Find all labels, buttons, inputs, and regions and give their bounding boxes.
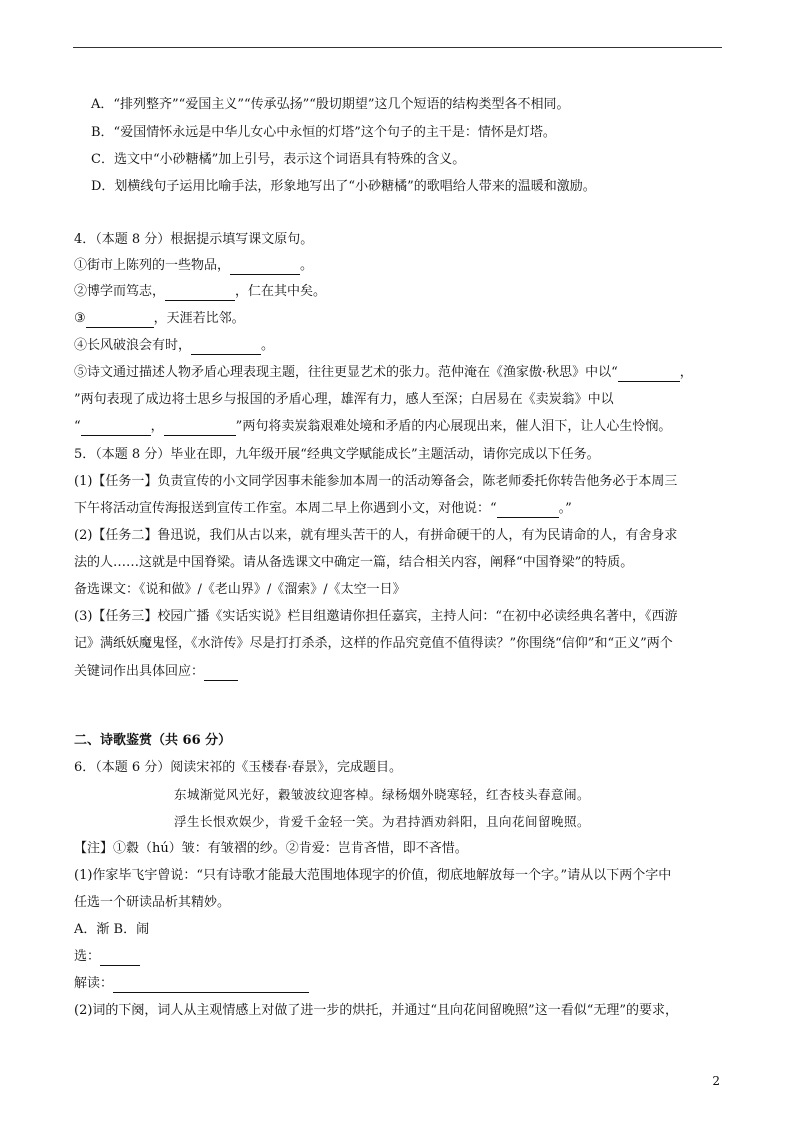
q6-note: 【注】①縠（hú）皱：有皱褶的纱。②肯爱：岂肯吝惜，即不吝惜。	[74, 841, 468, 856]
blank[interactable]	[204, 666, 238, 681]
option-c: C．选文中“小砂糖橘”加上引号，表示这个词语具有特殊的含义。	[91, 152, 466, 167]
section-heading: 二、诗歌鉴赏（共 66 分）	[74, 733, 232, 748]
q5-stem: 5．（本题 8 分）毕业在即，九年级开展“经典文学赋能成长”主题活动，请你完成以下任务。	[74, 447, 600, 462]
q5-task1-line1: (1)【任务一】负责宣传的小文同学因事未能参加本周一的活动筹备会，陈老师委托你转告他务必于本周三	[74, 474, 678, 489]
blank[interactable]	[113, 978, 309, 993]
blank[interactable]	[81, 421, 151, 436]
option-a: A．“排列整齐”“爱国主义”“传承弘扬”“殷切期望”这几个短语的结构类型各不相同。	[91, 97, 570, 112]
q4-item-2: ②博学而笃志， ，仁在其中矣。	[74, 284, 327, 299]
q6-part1-line1: (1)作家毕飞宇曾说：“只有诗歌才能最大范围地体现字的价值，彻底地解放每一个字。”请从以下两个字中	[74, 868, 672, 883]
option-b: B．“爱国情怀永远是中华儿女心中永恒的灯塔”这个句子的主干是：情怀是灯塔。	[91, 125, 556, 140]
q5-task1-line2: 下午将活动宣传海报送到宣传工作室。本周二早上你遇到小文，对他说：“ 。”	[74, 501, 572, 516]
blank[interactable]	[230, 260, 300, 275]
q4-item-4: ④长风破浪会有时， 。	[74, 338, 275, 353]
q5-task2-line1: (2)【任务二】鲁迅说，我们从古以来，就有埋头苦干的人，有拼命硬干的人，有为民请命的人，有舍身求	[74, 528, 678, 543]
q4-stem: 4．（本题 8 分）根据提示填写课文原句。	[74, 232, 314, 247]
blank[interactable]	[165, 286, 235, 301]
q4-item-5-line3: “ ， ”两句将卖炭翁艰难处境和矛盾的内心展现出来，催人泪下，让人心生怜悯。	[74, 419, 672, 434]
blank[interactable]	[191, 340, 261, 355]
q6-reading-line: 解读：	[74, 975, 309, 993]
q4-item-1: ①街市上陈列的一些物品， 。	[74, 258, 314, 273]
q5-task3-line2: 记》满纸妖魔鬼怪，《水浒传》尽是打打杀杀，这样的作品究竟值不值得读？”你围绕“信仰”和“正义”两个	[74, 636, 673, 651]
blank[interactable]	[100, 951, 140, 966]
blank[interactable]	[164, 421, 236, 436]
header-rule	[73, 47, 722, 48]
q6-choices: A．渐 B．闹	[74, 922, 150, 937]
blank[interactable]	[618, 367, 680, 382]
q5-task2-line2: 法的人……这就是中国脊梁。请从备选课文中确定一篇，结合相关内容，阐释“中国脊梁”的特质。	[74, 555, 634, 570]
q6-part1-line2: 任选一个研读品析其精妙。	[74, 895, 231, 910]
q4-item-5-line2: ”两句表现了成边将士思乡与报国的矛盾心理，雄浑有力，感人至深；白居易在《卖炭翁》中以	[74, 392, 614, 407]
poem-line-2: 浮生长恨欢娱少，肯爱千金轻一笑。为君持酒劝斜阳，且向花间留晚照。	[174, 814, 591, 829]
q5-task3-line3: 关键词作出具体回应：	[74, 663, 238, 681]
q4-item-3: ③ ，天涯若比邻。	[74, 311, 245, 326]
q6-stem: 6．（本题 6 分）阅读宋祁的《玉楼春·春景》，完成题目。	[74, 760, 402, 775]
poem-line-1: 东城渐觉风光好，縠皱波纹迎客棹。绿杨烟外晓寒轻，红杏枝头春意闹。	[174, 787, 591, 802]
blank[interactable]	[497, 503, 559, 518]
q5-task2-line3: 备选课文：《说和做》/《老山界》/《溜索》/《太空一日》	[74, 582, 406, 597]
page-number: 2	[712, 1074, 720, 1088]
q6-part2-line1: (2)词的下阕，词人从主观情感上对做了进一步的烘托，并通过“且向花间留晚照”这一看似“无理”的要求，	[74, 1003, 678, 1018]
option-d: D．划横线句子运用比喻手法，形象地写出了“小砂糖橘”的歌唱给人带来的温暖和激励。	[91, 179, 596, 194]
q4-item-5-line1: ⑤诗文通过描述人物矛盾心理表现主题，往往更显艺术的张力。范仲淹在《渔家傲·秋思》中以“ ，	[74, 365, 693, 380]
q5-task3-line1: (3)【任务三】校园广播《实话实说》栏目组邀请你担任嘉宾，主持人问：“在初中必读经典名著中，《西游	[74, 609, 678, 624]
blank[interactable]	[86, 313, 154, 328]
q6-select-line: 选：	[74, 948, 140, 966]
